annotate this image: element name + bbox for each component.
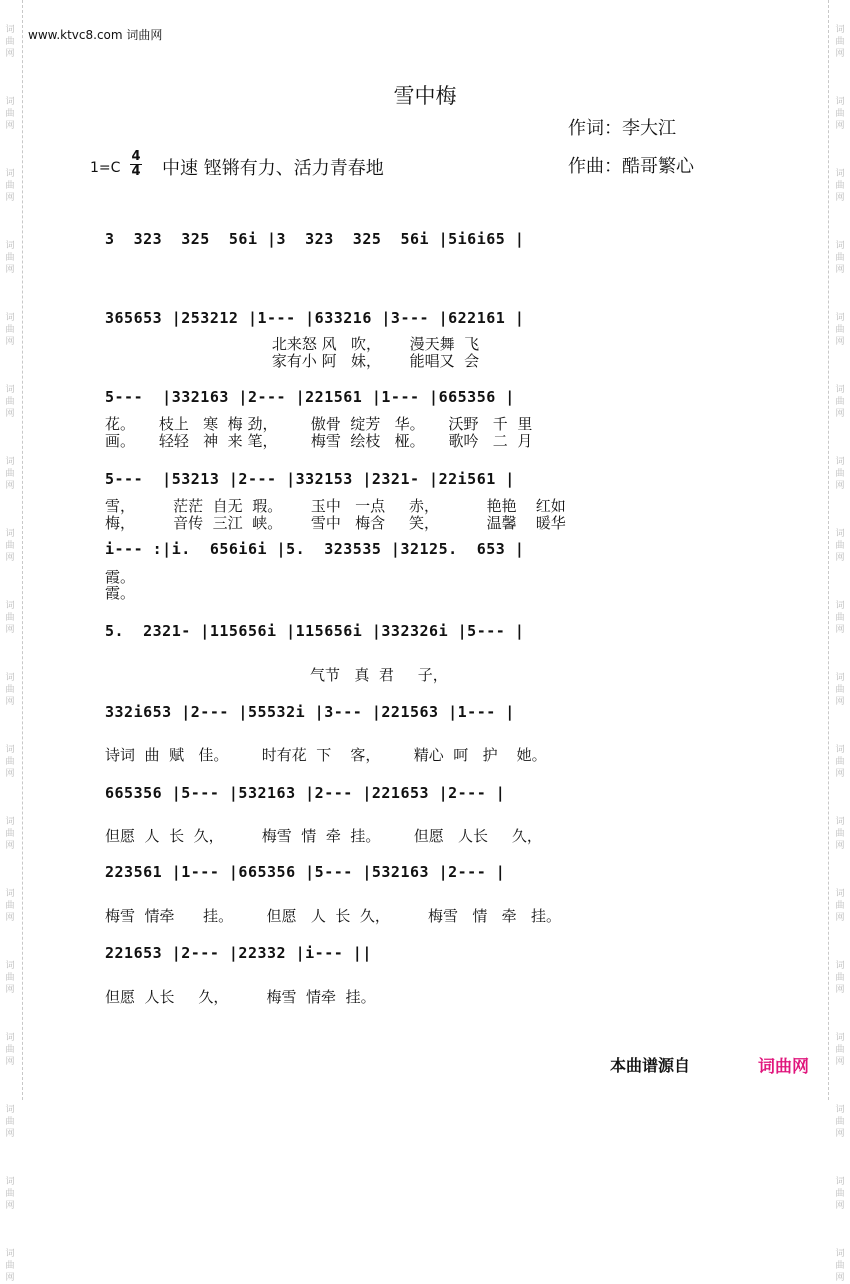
lyric-line-8a: 但愿 人 长 久， 梅雪 情 牵 挂。 但愿 人长 久， (105, 827, 542, 845)
meter-bottom: 4 (131, 164, 141, 179)
lyric-line-2b: 家有小 阿 妹， 能唱又 会 (105, 352, 480, 370)
lyric-line-5a: 霞。 (105, 568, 136, 586)
lyric-line-5b: 霞。 (105, 584, 136, 602)
time-signature (130, 150, 142, 179)
lyric-line-9a: 梅雪 情牵 挂。 但愿 人 长 久， 梅雪 情 牵 挂。 (105, 907, 561, 925)
lyric-line-4b: 梅， 音传 三江 峡。 雪中 梅含 笑， 温馨 暖华 (105, 514, 566, 532)
lyric-line-7a: 诗词 曲 赋 佳。 时有花 下 客， 精心 呵 护 她。 (105, 746, 547, 764)
lyric-line-10a: 但愿 人长 久， 梅雪 情牵 挂。 (105, 988, 376, 1006)
staff-line-9: 223561 |1--- |665356 |5--- |532163 |2--- | (105, 863, 506, 881)
site-header[interactable]: www.ktvc8.com 词曲网 (28, 28, 163, 42)
tempo-marking: 中速 铿锵有力、活力青春地 (162, 158, 384, 179)
key-signature: 1=C (90, 160, 121, 176)
staff-line-1: 3 323 325 56i |3 323 325 56i |5i6i65 | (105, 230, 525, 248)
left-border-line (22, 0, 23, 1100)
left-watermark: 词 曲 网 词 曲 网 词 曲 网 词 曲 网 词 曲 网 词 曲 网 词 曲 网 词 曲 网 词 曲 网 词 曲 网 词 曲 网 词 曲 网 词 曲 网 词 曲 网 词 曲 网 词 曲 网 词 曲 网 词 曲 网 (5, 25, 15, 1283)
staff-line-3: 5--- |332163 |2--- |221561 |1--- |665356 | (105, 388, 515, 406)
staff-line-4: 5--- |53213 |2--- |332153 |2321- |22i561 | (105, 470, 515, 488)
composer: 作曲：酷哥繁心 (568, 156, 694, 177)
staff-line-7: 332i653 |2--- |55532i |3--- |221563 |1--- | (105, 703, 515, 721)
staff-line-6: 5. 2321- |115656i |115656i |332326i |5--- | (105, 622, 525, 640)
meter-top: 4 (131, 149, 141, 164)
lyric-line-2a: 北来怒 风 吹， 漫天舞 飞 (105, 335, 480, 353)
song-title: 雪中梅 (393, 84, 457, 108)
lyric-line-3a: 花。 枝上 寒 梅 劲， 傲骨 绽芳 华。 沃野 千 里 (105, 415, 533, 433)
staff-line-2: 365653 |253212 |1--- |633216 |3--- |622161 | (105, 309, 525, 327)
footer-source-label: 本曲谱源自 (610, 1056, 691, 1075)
staff-line-10: 221653 |2--- |22332 |i--- || (105, 944, 372, 962)
lyric-line-4a: 雪， 茫茫 自无 瑕。 玉中 一点 赤， 艳艳 红如 (105, 497, 566, 515)
lyric-line-6a: 气节 真 君 子， (105, 666, 448, 684)
footer-brand-link[interactable]: 词曲网 (758, 1057, 809, 1077)
right-watermark: 词 曲 网 词 曲 网 词 曲 网 词 曲 网 词 曲 网 词 曲 网 词 曲 网 词 曲 网 词 曲 网 词 曲 网 词 曲 网 词 曲 网 词 曲 网 词 曲 网 词 曲 网 词 曲 网 词 曲 网 词 曲 网 (835, 25, 845, 1283)
right-border-line (828, 0, 829, 1100)
lyricist: 作词：李大江 (568, 118, 676, 139)
staff-line-8: 665356 |5--- |532163 |2--- |221653 |2--- | (105, 784, 506, 802)
staff-line-5: i--- :|i. 656i6i |5. 323535 |32125. 653 | (105, 540, 525, 558)
lyric-line-3b: 画。 轻轻 神 来 笔， 梅雪 绘枝 桠。 歌吟 二 月 (105, 432, 533, 450)
